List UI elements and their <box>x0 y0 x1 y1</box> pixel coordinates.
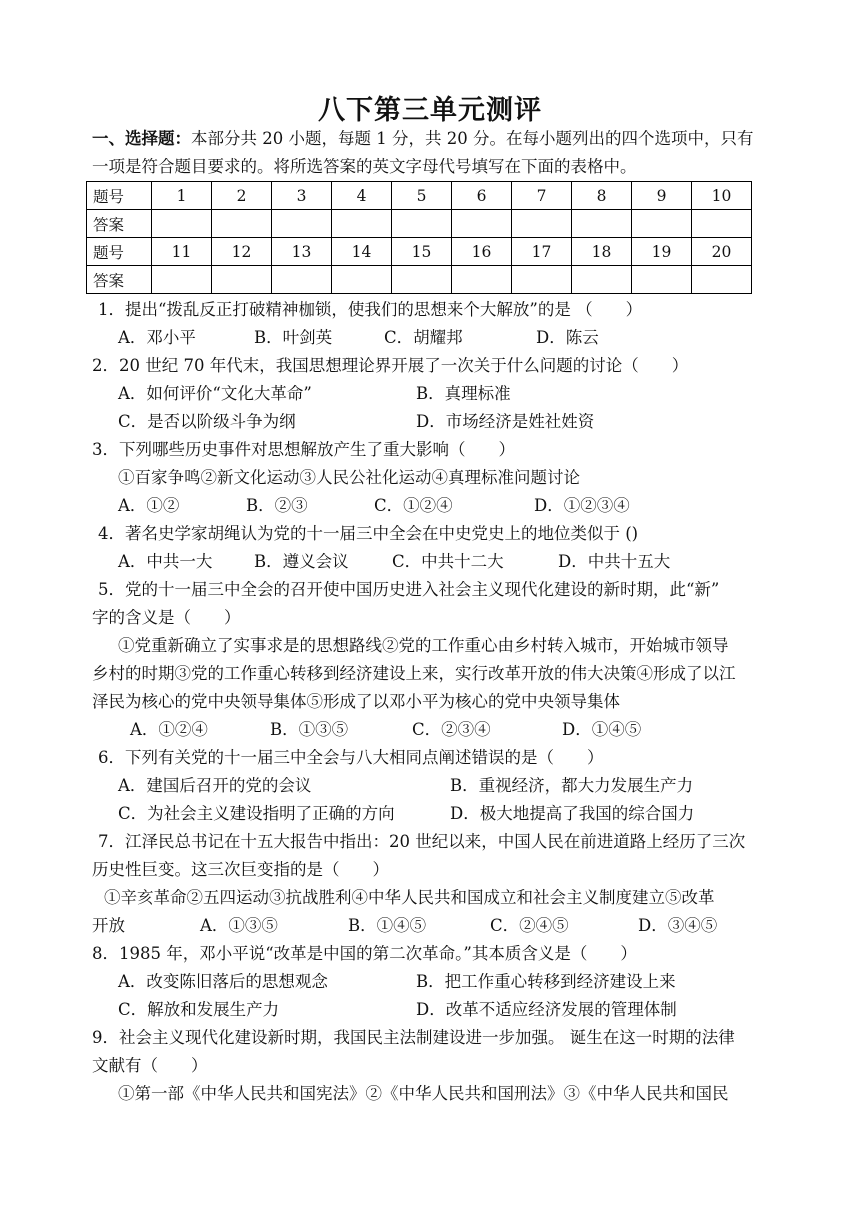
question-number: 12 <box>212 238 272 266</box>
option-row <box>118 408 778 436</box>
option-row <box>118 492 778 520</box>
option: D．中共十五大 <box>558 552 671 571</box>
question-items: 乡村的时期③党的工作重心转移到经济建设上来，实行改革开放的伟大决策④形成了以江 <box>92 664 736 683</box>
option-row <box>118 772 778 800</box>
question-number: 8 <box>572 182 632 210</box>
question-stem: 3．下列哪些历史事件对思想解放产生了重大影响（ ） <box>92 440 515 459</box>
option: D．①②③④ <box>534 496 630 515</box>
option: C．解放和发展生产力 <box>118 1000 280 1019</box>
table-label: 题号 <box>87 238 152 266</box>
question-number: 6 <box>452 182 512 210</box>
answer-cell[interactable] <box>572 210 632 238</box>
option: A．中共一大 <box>118 552 213 571</box>
table-row <box>87 210 752 238</box>
option: A．改变陈旧落后的思想观念 <box>118 972 328 991</box>
question-number: 20 <box>692 238 752 266</box>
question-items: 泽民为核心的党中央领导集体⑤形成了以邓小平为核心的党中央领导集体 <box>92 692 620 711</box>
question-number: 11 <box>152 238 212 266</box>
table-row <box>87 182 752 210</box>
page-title: 八下第三单元测评 <box>318 95 542 126</box>
question-number: 4 <box>332 182 392 210</box>
option: A．建国后召开的党的会议 <box>118 776 312 795</box>
question-items: ①百家争鸣②新文化运动③人民公社化运动④真理标准问题讨论 <box>118 468 580 487</box>
option: D．极大地提高了我国的综合国力 <box>450 804 695 823</box>
question-items: ①第一部《中华人民共和国宪法》②《中华人民共和国刑法》③《中华人民共和国民 <box>118 1084 729 1103</box>
answer-cell[interactable] <box>452 210 512 238</box>
option: B．①③⑤ <box>270 720 349 739</box>
table-row <box>87 238 752 266</box>
question-number: 16 <box>452 238 512 266</box>
question-number: 9 <box>632 182 692 210</box>
option: C．是否以阶级斗争为纲 <box>118 412 296 431</box>
question-items: ①辛亥革命②五四运动③抗战胜利④中华人民共和国成立和社会主义制度建立⑤改革 <box>104 888 715 907</box>
table-label: 答案 <box>87 210 152 238</box>
question-number: 15 <box>392 238 452 266</box>
option: A．①② <box>118 496 180 515</box>
question-number: 18 <box>572 238 632 266</box>
question-stem: 4．著名史学家胡绳认为党的十一届三中全会在中史党史上的地位类似于 () <box>98 524 639 543</box>
section-heading: 一、选择题： <box>92 129 191 148</box>
section-intro-text: 本部分共 20 小题，每题 1 分，共 20 分。在每小题列出的四个选项中，只有 <box>191 129 754 148</box>
option: B．重视经济，都大力发展生产力 <box>450 776 694 795</box>
question-number: 3 <box>272 182 332 210</box>
option-row <box>118 968 778 996</box>
question-number: 5 <box>392 182 452 210</box>
answer-cell[interactable] <box>632 266 692 294</box>
answer-cell[interactable] <box>692 210 752 238</box>
option-row <box>118 380 778 408</box>
section-intro-line2: 一项是符合题目要求的。将所选答案的英文字母代号填写在下面的表格中。 <box>92 157 637 176</box>
answer-cell[interactable] <box>512 210 572 238</box>
table-row <box>87 266 752 294</box>
question-number: 1 <box>152 182 212 210</box>
answer-cell[interactable] <box>152 210 212 238</box>
option: B．把工作重心转移到经济建设上来 <box>416 972 676 991</box>
answer-cell[interactable] <box>152 266 212 294</box>
answer-cell[interactable] <box>272 266 332 294</box>
question-stem: 5．党的十一届三中全会的召开使中国历史进入社会主义现代化建设的新时期，此“新” <box>98 580 720 599</box>
option: C．胡耀邦 <box>384 328 463 347</box>
option: C．②③④ <box>412 720 491 739</box>
question-stem: 字的含义是（ ） <box>92 608 241 627</box>
question-stem: 9．社会主义现代化建设新时期，我国民主法制建设进一步加强。 诞生在这一时期的法律 <box>92 1028 735 1047</box>
option: D．改革不适应经济发展的管理体制 <box>416 1000 677 1019</box>
answer-table <box>86 181 752 294</box>
question-stem: 1．提出“拨乱反正打破精神枷锁，使我们的思想来个大解放”的是 （ ） <box>98 300 643 319</box>
option: D．③④⑤ <box>638 916 718 935</box>
question-number: 14 <box>332 238 392 266</box>
question-number: 7 <box>512 182 572 210</box>
question-number: 2 <box>212 182 272 210</box>
option: C．为社会主义建设指明了正确的方向 <box>118 804 395 823</box>
question-stem: 2．20 世纪 70 年代末，我国思想理论界开展了一次关于什么问题的讨论（ ） <box>92 356 689 375</box>
answer-cell[interactable] <box>332 266 392 294</box>
answer-cell[interactable] <box>632 210 692 238</box>
answer-cell[interactable] <box>332 210 392 238</box>
option: D．①④⑤ <box>562 720 642 739</box>
question-number: 10 <box>692 182 752 210</box>
option: A．邓小平 <box>118 328 196 347</box>
table-label: 答案 <box>87 266 152 294</box>
option-row <box>118 548 778 576</box>
option: B．真理标准 <box>416 384 511 403</box>
question-items: 开放 <box>92 916 125 935</box>
table-label: 题号 <box>87 182 152 210</box>
answer-cell[interactable] <box>692 266 752 294</box>
answer-cell[interactable] <box>212 210 272 238</box>
option: D．陈云 <box>536 328 599 347</box>
answer-cell[interactable] <box>392 266 452 294</box>
answer-cell[interactable] <box>392 210 452 238</box>
question-stem: 文献有（ ） <box>92 1056 208 1075</box>
question-number: 13 <box>272 238 332 266</box>
option: B．叶剑英 <box>254 328 333 347</box>
question-number: 19 <box>632 238 692 266</box>
answer-cell[interactable] <box>272 210 332 238</box>
option: C．①②④ <box>374 496 453 515</box>
question-items: ①党重新确立了实事求是的思想路线②党的工作重心由乡村转入城市，开始城市领导 <box>118 636 729 655</box>
option: B．②③ <box>246 496 308 515</box>
question-stem: 历史性巨变。这三次巨变指的是（ ） <box>92 860 389 879</box>
option: C．中共十二大 <box>392 552 504 571</box>
question-options-line <box>92 912 772 940</box>
question-stem: 6．下列有关党的十一届三中全会与八大相同点阐述错误的是（ ） <box>98 748 604 767</box>
question-stem: 8．1985 年，邓小平说“改革是中国的第二次革命。”其本质含义是（ ） <box>92 944 637 963</box>
option-row <box>118 800 778 828</box>
option: C．②④⑤ <box>490 916 569 935</box>
option: A．①②④ <box>130 720 208 739</box>
option: B．遵义会议 <box>254 552 349 571</box>
section-intro-line1 <box>92 125 772 153</box>
option: D．市场经济是姓社姓资 <box>416 412 595 431</box>
question-stem: 7．江泽民总书记在十五大报告中指出：20 世纪以来，中国人民在前进道路上经历了三次 <box>98 832 746 851</box>
answer-cell[interactable] <box>572 266 632 294</box>
option: B．①④⑤ <box>348 916 427 935</box>
option-row <box>118 996 778 1024</box>
option-row <box>130 716 790 744</box>
option-row <box>118 324 778 352</box>
option: A．①③⑤ <box>200 916 278 935</box>
answer-cell[interactable] <box>212 266 272 294</box>
option: A．如何评价“文化大革命” <box>118 384 312 403</box>
answer-cell[interactable] <box>512 266 572 294</box>
answer-cell[interactable] <box>452 266 512 294</box>
question-number: 17 <box>512 238 572 266</box>
